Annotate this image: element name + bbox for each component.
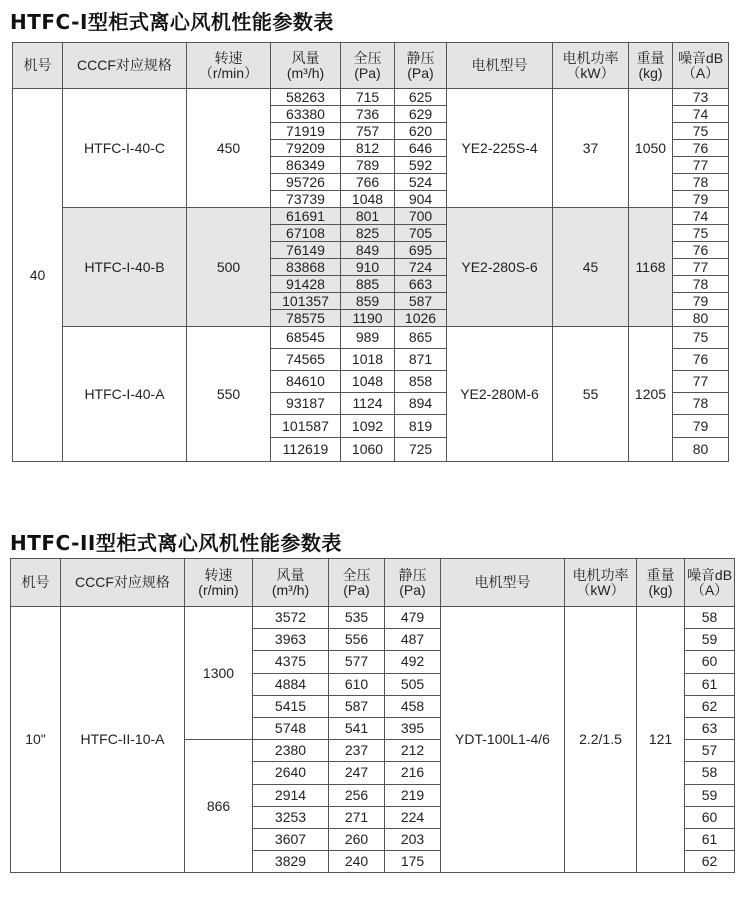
total-pressure-cell: 240 [329, 851, 385, 873]
column-header [553, 43, 629, 89]
header-line1: 电机功率 [562, 49, 619, 66]
noise-cell: 80 [673, 438, 729, 462]
total-pressure-cell: 989 [341, 327, 395, 349]
table1-title: HTFC-I型柜式离心风机性能参数表 [10, 10, 334, 34]
total-pressure-cell: 812 [341, 140, 395, 157]
total-pressure-cell: 577 [329, 651, 385, 673]
noise-cell: 79 [673, 415, 729, 438]
column-header [441, 559, 565, 607]
column-header [685, 559, 735, 607]
airflow-cell: 3607 [253, 828, 329, 850]
motor-cell: YE2-280M-6 [447, 327, 553, 462]
static-pressure-cell: 479 [385, 607, 441, 629]
weight-cell: 1168 [629, 208, 673, 327]
total-pressure-cell: 910 [341, 259, 395, 276]
spec-cell: HTFC-II-10-A [61, 607, 185, 873]
static-pressure-cell: 724 [395, 259, 447, 276]
noise-cell: 61 [685, 673, 735, 695]
column-header [11, 559, 61, 607]
noise-cell: 78 [673, 174, 729, 191]
noise-cell: 58 [685, 607, 735, 629]
noise-cell: 77 [673, 157, 729, 174]
column-header [385, 559, 441, 607]
static-pressure-cell: 492 [385, 651, 441, 673]
static-pressure-cell: 592 [395, 157, 447, 174]
static-pressure-cell: 871 [395, 349, 447, 371]
airflow-cell: 101587 [271, 415, 341, 438]
total-pressure-cell: 789 [341, 157, 395, 174]
motor-cell: YE2-280S-6 [447, 208, 553, 327]
airflow-cell: 68545 [271, 327, 341, 349]
airflow-cell: 74565 [271, 349, 341, 371]
header-line1: CCCF对应规格 [75, 574, 170, 590]
noise-cell: 57 [685, 740, 735, 762]
power-cell: 55 [553, 327, 629, 462]
total-pressure-cell: 237 [329, 740, 385, 762]
motor-cell: YDT-100L1-4/6 [441, 607, 565, 873]
airflow-cell: 71919 [271, 123, 341, 140]
table2-title: HTFC-II型柜式离心风机性能参数表 [10, 531, 342, 555]
header-line2: （r/min） [198, 64, 259, 81]
noise-cell: 62 [685, 695, 735, 717]
header-row [11, 559, 735, 607]
total-pressure-cell: 1190 [341, 310, 395, 327]
header-line1: 机号 [23, 57, 52, 73]
header-line2: （kW） [576, 581, 625, 598]
static-pressure-cell: 203 [385, 828, 441, 850]
noise-cell: 73 [673, 89, 729, 106]
machine-no: 40 [13, 89, 63, 462]
noise-cell: 79 [673, 293, 729, 310]
noise-cell: 58 [685, 762, 735, 784]
table2 [10, 558, 735, 873]
static-pressure-cell: 695 [395, 242, 447, 259]
total-pressure-cell: 766 [341, 174, 395, 191]
static-pressure-cell: 865 [395, 327, 447, 349]
total-pressure-cell: 825 [341, 225, 395, 242]
header-line1: 重量 [646, 566, 675, 583]
total-pressure-cell: 736 [341, 106, 395, 123]
spec-cell: HTFC-I-40-C [63, 89, 187, 208]
static-pressure-cell: 505 [385, 673, 441, 695]
noise-cell: 74 [673, 208, 729, 225]
total-pressure-cell: 541 [329, 717, 385, 739]
airflow-cell: 4375 [253, 651, 329, 673]
noise-cell: 80 [673, 310, 729, 327]
header-line2: (Pa) [343, 581, 370, 598]
static-pressure-cell: 620 [395, 123, 447, 140]
static-pressure-cell: 725 [395, 438, 447, 462]
static-pressure-cell: 646 [395, 140, 447, 157]
speed-cell: 550 [187, 327, 271, 462]
header-line2: (kg) [638, 64, 663, 81]
header-line1: 重量 [636, 49, 665, 66]
total-pressure-cell: 587 [329, 695, 385, 717]
header-line2: (m³/h) [271, 581, 310, 598]
column-header [253, 559, 329, 607]
column-header [447, 43, 553, 89]
noise-cell: 78 [673, 276, 729, 293]
static-pressure-cell: 395 [385, 717, 441, 739]
header-line1: 电机型号 [471, 57, 528, 73]
speed-cell: 1300 [185, 607, 253, 740]
airflow-cell: 76149 [271, 242, 341, 259]
airflow-cell: 93187 [271, 393, 341, 415]
airflow-cell: 112619 [271, 438, 341, 462]
column-header [637, 559, 685, 607]
header-line2: （A） [690, 581, 729, 598]
total-pressure-cell: 256 [329, 784, 385, 806]
noise-cell: 76 [673, 140, 729, 157]
total-pressure-cell: 1060 [341, 438, 395, 462]
static-pressure-cell: 487 [385, 629, 441, 651]
noise-cell: 75 [673, 123, 729, 140]
noise-cell: 74 [673, 106, 729, 123]
total-pressure-cell: 260 [329, 828, 385, 850]
total-pressure-cell: 757 [341, 123, 395, 140]
static-pressure-cell: 224 [385, 806, 441, 828]
airflow-cell: 5415 [253, 695, 329, 717]
header-line1: 噪音dB [677, 49, 724, 66]
header-line1: 静压 [406, 49, 435, 66]
spec-cell: HTFC-I-40-A [63, 327, 187, 462]
airflow-cell: 79209 [271, 140, 341, 157]
noise-cell: 60 [685, 806, 735, 828]
static-pressure-cell: 458 [385, 695, 441, 717]
speed-cell: 450 [187, 89, 271, 208]
noise-cell: 77 [673, 371, 729, 393]
total-pressure-cell: 556 [329, 629, 385, 651]
header-line1: 全压 [353, 49, 382, 66]
total-pressure-cell: 849 [341, 242, 395, 259]
power-cell: 37 [553, 89, 629, 208]
header-line1: 风量 [291, 49, 320, 66]
static-pressure-cell: 894 [395, 393, 447, 415]
column-header [271, 43, 341, 89]
table-row [11, 607, 735, 629]
total-pressure-cell: 1048 [341, 371, 395, 393]
static-pressure-cell: 216 [385, 762, 441, 784]
column-header [61, 559, 185, 607]
weight-cell: 1205 [629, 327, 673, 462]
header-line1: 转速 [214, 49, 243, 66]
static-pressure-cell: 858 [395, 371, 447, 393]
airflow-cell: 101357 [271, 293, 341, 310]
airflow-cell: 2914 [253, 784, 329, 806]
noise-cell: 78 [673, 393, 729, 415]
static-pressure-cell: 663 [395, 276, 447, 293]
noise-cell: 60 [685, 651, 735, 673]
column-header [673, 43, 729, 89]
table1 [12, 42, 729, 462]
airflow-cell: 95726 [271, 174, 341, 191]
airflow-cell: 2640 [253, 762, 329, 784]
total-pressure-cell: 885 [341, 276, 395, 293]
airflow-cell: 3963 [253, 629, 329, 651]
noise-cell: 62 [685, 851, 735, 873]
airflow-cell: 86349 [271, 157, 341, 174]
header-line1: 静压 [398, 566, 427, 583]
noise-cell: 59 [685, 784, 735, 806]
airflow-cell: 78575 [271, 310, 341, 327]
column-header [329, 559, 385, 607]
noise-cell: 76 [673, 242, 729, 259]
noise-cell: 79 [673, 191, 729, 208]
header-line2: (Pa) [354, 64, 381, 81]
header-line2: (Pa) [407, 64, 434, 81]
header-line1: CCCF对应规格 [77, 57, 172, 73]
static-pressure-cell: 524 [395, 174, 447, 191]
airflow-cell: 5748 [253, 717, 329, 739]
header-line2: (m³/h) [286, 64, 325, 81]
airflow-cell: 63380 [271, 106, 341, 123]
total-pressure-cell: 247 [329, 762, 385, 784]
airflow-cell: 84610 [271, 371, 341, 393]
header-line1: 转速 [204, 566, 233, 583]
header-line1: 电机功率 [572, 566, 629, 583]
static-pressure-cell: 904 [395, 191, 447, 208]
total-pressure-cell: 859 [341, 293, 395, 310]
header-line2: (kg) [648, 581, 673, 598]
airflow-cell: 67108 [271, 225, 341, 242]
airflow-cell: 2380 [253, 740, 329, 762]
speed-cell: 500 [187, 208, 271, 327]
noise-cell: 77 [673, 259, 729, 276]
noise-cell: 59 [685, 629, 735, 651]
header-line2: (r/min) [198, 581, 239, 598]
header-line1: 全压 [342, 566, 371, 583]
airflow-cell: 4884 [253, 673, 329, 695]
column-header [395, 43, 447, 89]
total-pressure-cell: 1092 [341, 415, 395, 438]
airflow-cell: 3572 [253, 607, 329, 629]
motor-cell: YE2-225S-4 [447, 89, 553, 208]
static-pressure-cell: 705 [395, 225, 447, 242]
static-pressure-cell: 212 [385, 740, 441, 762]
table-row [13, 208, 729, 225]
airflow-cell: 3829 [253, 851, 329, 873]
noise-cell: 76 [673, 349, 729, 371]
total-pressure-cell: 271 [329, 806, 385, 828]
header-line1: 噪音dB [686, 566, 733, 583]
static-pressure-cell: 629 [395, 106, 447, 123]
weight-cell: 121 [637, 607, 685, 873]
total-pressure-cell: 1048 [341, 191, 395, 208]
static-pressure-cell: 819 [395, 415, 447, 438]
speed-cell: 866 [185, 740, 253, 873]
airflow-cell: 3253 [253, 806, 329, 828]
noise-cell: 63 [685, 717, 735, 739]
header-line1: 电机型号 [474, 574, 531, 590]
column-header [185, 559, 253, 607]
airflow-cell: 73739 [271, 191, 341, 208]
column-header [629, 43, 673, 89]
column-header [187, 43, 271, 89]
static-pressure-cell: 700 [395, 208, 447, 225]
total-pressure-cell: 801 [341, 208, 395, 225]
weight-cell: 1050 [629, 89, 673, 208]
total-pressure-cell: 715 [341, 89, 395, 106]
column-header [13, 43, 63, 89]
noise-cell: 75 [673, 225, 729, 242]
airflow-cell: 91428 [271, 276, 341, 293]
header-line1: 风量 [276, 566, 305, 583]
static-pressure-cell: 175 [385, 851, 441, 873]
column-header [341, 43, 395, 89]
table-row [13, 89, 729, 106]
machine-no: 10" [11, 607, 61, 873]
total-pressure-cell: 535 [329, 607, 385, 629]
total-pressure-cell: 1124 [341, 393, 395, 415]
noise-cell: 61 [685, 828, 735, 850]
header-line1: 机号 [21, 574, 50, 590]
header-row [13, 43, 729, 89]
airflow-cell: 61691 [271, 208, 341, 225]
airflow-cell: 83868 [271, 259, 341, 276]
static-pressure-cell: 625 [395, 89, 447, 106]
header-line2: (Pa) [399, 581, 426, 598]
power-cell: 45 [553, 208, 629, 327]
table-row [13, 327, 729, 349]
total-pressure-cell: 610 [329, 673, 385, 695]
total-pressure-cell: 1018 [341, 349, 395, 371]
spec-cell: HTFC-I-40-B [63, 208, 187, 327]
static-pressure-cell: 587 [395, 293, 447, 310]
airflow-cell: 58263 [271, 89, 341, 106]
power-cell: 2.2/1.5 [565, 607, 637, 873]
header-line2: （kW） [566, 64, 615, 81]
column-header [565, 559, 637, 607]
header-line2: （A） [681, 64, 720, 81]
noise-cell: 75 [673, 327, 729, 349]
static-pressure-cell: 219 [385, 784, 441, 806]
column-header [63, 43, 187, 89]
static-pressure-cell: 1026 [395, 310, 447, 327]
